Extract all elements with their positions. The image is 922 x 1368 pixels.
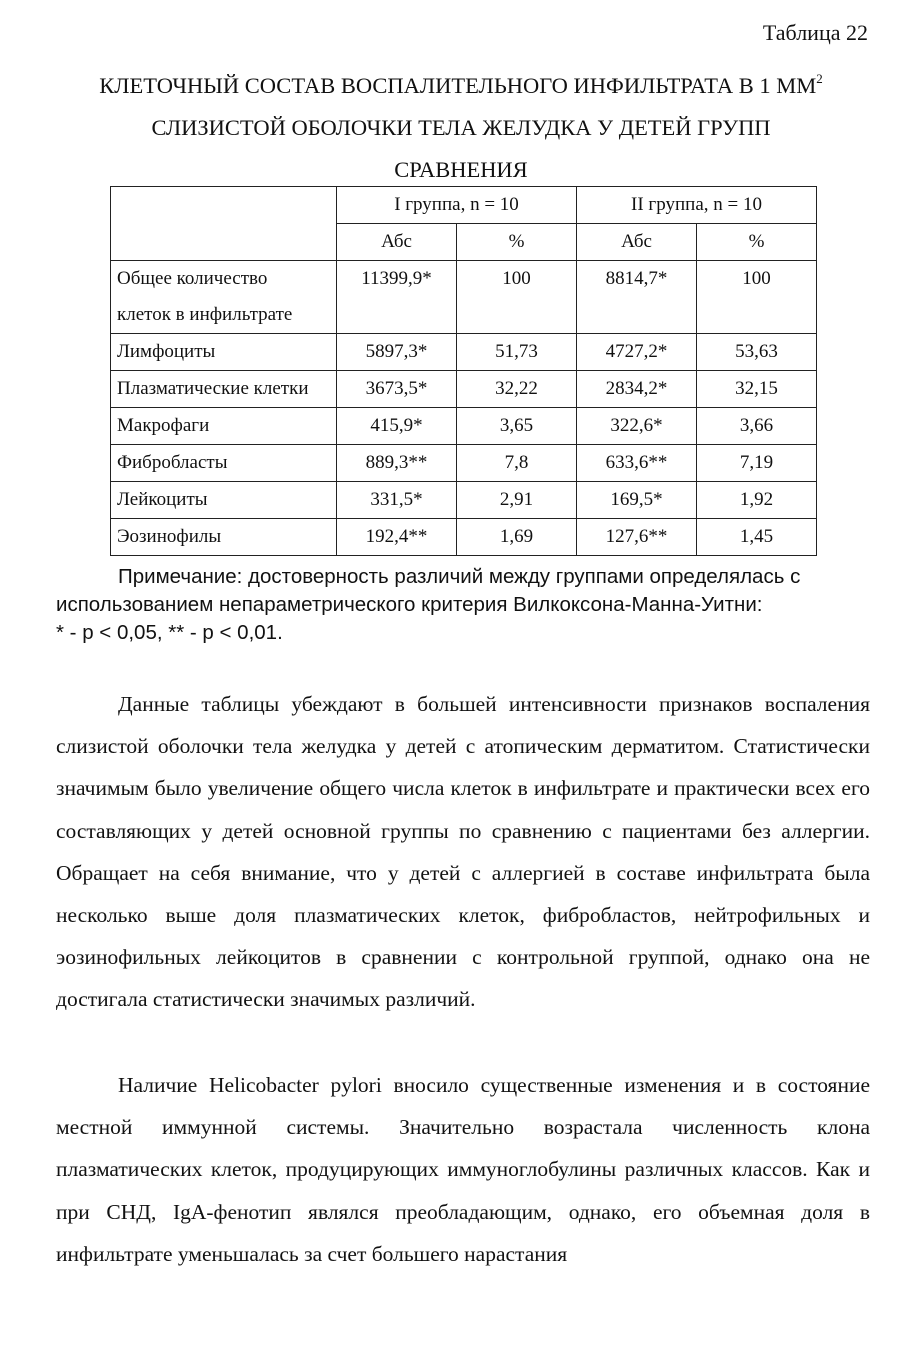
cell-g1-pct: 2,91: [457, 482, 577, 519]
cell-g1-pct: 32,22: [457, 371, 577, 408]
table-row: [111, 482, 817, 519]
body-paragraph-2: Наличие Helicobacter pylori вносило существенные изменения и в состояние местной иммунной системы. Значительно возрастала численность клона плазматических клеток, продуцирующих иммуноглобулины различных классов. Как и при СНД, IgA-фенотип являлся преобладающим, однако, его объемная доля в инфильтрате уменьшалась за счет большего нарастания: [56, 1073, 870, 1266]
cell-g2-abs: 169,5*: [577, 482, 697, 519]
header-g1-abs: Абс: [337, 224, 457, 261]
row-label: [111, 408, 337, 445]
cell-g1-abs: 11399,9*: [337, 261, 457, 334]
cell-g2-pct: 1,92: [697, 482, 817, 519]
row-label: [111, 261, 337, 334]
header-group-1: I группа, n = 10: [337, 187, 577, 224]
cell-g1-abs: 192,4**: [337, 519, 457, 556]
body-paragraph-1: Данные таблицы убеждают в большей интенсивности признаков воспаления слизистой оболочки тела желудка у детей с атопическим дерматитом. Статистически значимым было увеличение общего числа клеток в инфильтрате и практически всех его составляющих у детей основной группы по сравнению с пациентами без аллергии. Обращает на себя внимание, что у детей с аллергией в составе инфильтрата была несколько выше доля плазматических клеток, фибробластов, нейтрофильных и эозинофильных лейкоцитов в сравнении с контрольной группой, однако она не достигала статистически значимых различий.: [56, 692, 870, 1012]
title-line-2: СЛИЗИСТОЙ ОБОЛОЧКИ ТЕЛА ЖЕЛУДКА У ДЕТЕЙ ГРУПП: [151, 115, 771, 140]
row-label-line: Общее количество: [117, 268, 268, 289]
cell-g1-pct: 100: [457, 261, 577, 334]
header-group-2: II группа, n = 10: [577, 187, 817, 224]
row-label-line: Плазматические клетки: [117, 378, 309, 399]
table-number: Таблица 22: [762, 20, 868, 45]
row-label-line: Лейкоциты: [117, 489, 208, 510]
table-title: [40, 58, 882, 191]
cell-g1-pct: 7,8: [457, 445, 577, 482]
row-label: [111, 371, 337, 408]
row-label: [111, 334, 337, 371]
row-label: [111, 482, 337, 519]
table-row: [111, 445, 817, 482]
row-label: [111, 445, 337, 482]
cell-g2-pct: 32,15: [697, 371, 817, 408]
cell-g2-pct: 1,45: [697, 519, 817, 556]
cell-composition-table: [110, 186, 817, 556]
cell-g2-abs: 8814,7*: [577, 261, 697, 334]
cell-g2-abs: 322,6*: [577, 408, 697, 445]
cell-g2-pct: 3,66: [697, 408, 817, 445]
cell-g2-pct: 53,63: [697, 334, 817, 371]
table-row: [111, 408, 817, 445]
note-line-3: * - p < 0,05, ** - p < 0,01.: [56, 621, 283, 644]
note-line-1: Примечание: достоверность различий между группами определялась с: [118, 565, 801, 588]
row-label-line: Фибробласты: [117, 452, 228, 473]
cell-g1-abs: 415,9*: [337, 408, 457, 445]
table-row: [111, 371, 817, 408]
table-row: [111, 519, 817, 556]
table-row: [111, 261, 817, 334]
cell-g1-pct: 3,65: [457, 408, 577, 445]
row-label: [111, 519, 337, 556]
cell-g1-pct: 51,73: [457, 334, 577, 371]
cell-g1-abs: 889,3**: [337, 445, 457, 482]
cell-g2-abs: 4727,2*: [577, 334, 697, 371]
cell-g2-abs: 633,6**: [577, 445, 697, 482]
table-header-row: [111, 187, 817, 224]
row-label-line: Лимфоциты: [117, 341, 216, 362]
header-g2-pct: %: [697, 224, 817, 261]
note-line-2: использованием непараметрического критерия Вилкоксона-Манна-Уитни:: [56, 593, 763, 616]
cell-g1-pct: 1,69: [457, 519, 577, 556]
table-note: [56, 563, 876, 647]
title-line-1: КЛЕТОЧНЫЙ СОСТАВ ВОСПАЛИТЕЛЬНОГО ИНФИЛЬТРАТА В 1 $ММ^2$: [99, 71, 823, 98]
row-label-line: клеток в инфильтрате: [117, 304, 293, 325]
title-line-3: СРАВНЕНИЯ: [394, 157, 528, 182]
row-label-line: Эозинофилы: [117, 526, 222, 547]
row-label-line: Макрофаги: [117, 415, 210, 436]
cell-g2-abs: 127,6**: [577, 519, 697, 556]
header-g1-pct: %: [457, 224, 577, 261]
title-superscript: 2: [816, 71, 823, 86]
cell-g2-pct: 7,19: [697, 445, 817, 482]
table-row: [111, 334, 817, 371]
cell-g2-pct: 100: [697, 261, 817, 334]
cell-g1-abs: 3673,5*: [337, 371, 457, 408]
header-g2-abs: Абс: [577, 224, 697, 261]
cell-g2-abs: 2834,2*: [577, 371, 697, 408]
header-empty-cell: [111, 187, 337, 261]
cell-g1-abs: 5897,3*: [337, 334, 457, 371]
cell-g1-abs: 331,5*: [337, 482, 457, 519]
